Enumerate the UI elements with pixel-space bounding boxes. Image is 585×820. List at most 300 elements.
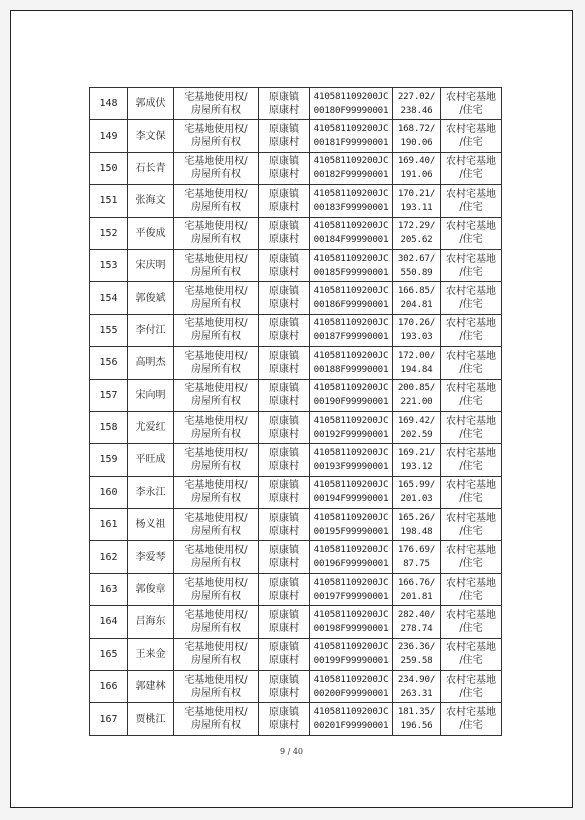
row-number-cell <box>90 217 128 249</box>
right-type-text: 房屋所有权 <box>191 655 241 667</box>
area-value-cell <box>393 347 441 379</box>
location-text: 原康镇 <box>269 480 299 492</box>
land-use-cell <box>441 606 502 638</box>
parcel-code-cell <box>310 638 393 670</box>
table-row <box>90 476 502 508</box>
right-type-text: 宅基地使用权/ <box>184 577 248 589</box>
right-type-text: 宅基地使用权/ <box>184 512 248 524</box>
area-value-cell <box>393 606 441 638</box>
area-value-text: 198.48 <box>400 525 433 537</box>
area-value-text: 165.26/ <box>397 511 436 523</box>
area-value-cell <box>393 88 441 120</box>
area-value-cell <box>393 476 441 508</box>
land-use-text: /住宅 <box>459 104 483 116</box>
owner-name-cell <box>128 314 174 346</box>
right-type-text: 房屋所有权 <box>191 104 241 116</box>
owner-name-cell <box>128 379 174 411</box>
area-value-text: 204.81 <box>400 299 433 311</box>
land-use-text: /住宅 <box>459 590 483 602</box>
parcel-code-text: 00195F99990001 <box>313 525 389 537</box>
right-type-text: 宅基地使用权/ <box>184 156 248 168</box>
page-number: 9 / 40 <box>279 747 304 756</box>
parcel-code-text: 410581109200JC <box>313 90 389 102</box>
area-value-cell <box>393 411 441 443</box>
land-use-cell <box>441 638 502 670</box>
parcel-code-text: 00187F99990001 <box>313 331 389 343</box>
parcel-code-text: 410581109200JC <box>313 187 389 199</box>
location-cell <box>259 379 310 411</box>
area-value-text: 169.42/ <box>397 414 436 426</box>
area-value-text: 234.90/ <box>397 673 436 685</box>
row-number-text: 153 <box>99 260 118 272</box>
parcel-code-text: 00181F99990001 <box>313 137 389 149</box>
location-text: 原康村 <box>269 234 299 246</box>
table-row <box>90 411 502 443</box>
location-text: 原康镇 <box>269 318 299 330</box>
area-value-text: 194.84 <box>400 363 433 375</box>
location-text: 原康镇 <box>269 350 299 362</box>
area-value-text: 170.26/ <box>397 317 436 329</box>
land-use-cell <box>441 541 502 573</box>
area-value-text: 176.69/ <box>397 544 436 556</box>
right-type-text: 宅基地使用权/ <box>184 91 248 103</box>
row-number-text: 162 <box>99 551 118 563</box>
location-text: 原康村 <box>269 428 299 440</box>
area-value-text: 169.40/ <box>397 155 436 167</box>
parcel-code-text: 410581109200JC <box>313 511 389 523</box>
owner-name-cell <box>128 509 174 541</box>
location-text: 原康村 <box>269 460 299 472</box>
owner-name-cell <box>128 444 174 476</box>
parcel-code-text: 410581109200JC <box>313 382 389 394</box>
owner-name-cell <box>128 671 174 703</box>
location-text: 原康村 <box>269 687 299 699</box>
row-number-cell <box>90 314 128 346</box>
parcel-code-text: 410581109200JC <box>313 446 389 458</box>
area-value-text: 263.31 <box>400 687 433 699</box>
parcel-code-text: 00184F99990001 <box>313 234 389 246</box>
table-row <box>90 249 502 281</box>
land-use-text: /住宅 <box>459 460 483 472</box>
table-row <box>90 88 502 120</box>
owner-name-text: 宋向明 <box>135 389 166 401</box>
location-text: 原康镇 <box>269 124 299 136</box>
parcel-code-cell <box>310 217 393 249</box>
area-value-text: 166.76/ <box>397 576 436 588</box>
area-value-text: 302.67/ <box>397 252 436 264</box>
row-number-text: 163 <box>99 584 118 596</box>
parcel-code-text: 410581109200JC <box>313 544 389 556</box>
location-text: 原康村 <box>269 493 299 505</box>
land-use-cell <box>441 347 502 379</box>
right-type-text: 房屋所有权 <box>191 558 241 570</box>
table-row <box>90 444 502 476</box>
row-number-text: 161 <box>99 519 118 531</box>
location-text: 原康村 <box>269 655 299 667</box>
land-use-text: 农村宅基地 <box>446 286 496 298</box>
land-use-text: 农村宅基地 <box>446 415 496 427</box>
area-value-text: 550.89 <box>400 266 433 278</box>
area-value-cell <box>393 509 441 541</box>
parcel-code-text: 410581109200JC <box>313 349 389 361</box>
right-type-cell <box>174 703 259 735</box>
location-cell <box>259 541 310 573</box>
owner-name-cell <box>128 541 174 573</box>
area-value-text: 193.12 <box>400 460 433 472</box>
location-cell <box>259 638 310 670</box>
owner-name-text: 张海文 <box>135 195 166 207</box>
parcel-code-text: 410581109200JC <box>313 641 389 653</box>
row-number-text: 158 <box>99 422 118 434</box>
owner-name-text: 李付江 <box>135 324 166 336</box>
area-value-text: 166.85/ <box>397 285 436 297</box>
owner-name-cell <box>128 185 174 217</box>
location-text: 原康镇 <box>269 383 299 395</box>
area-value-text: 169.21/ <box>397 446 436 458</box>
right-type-text: 宅基地使用权/ <box>184 415 248 427</box>
area-value-text: 201.81 <box>400 590 433 602</box>
table-row <box>90 541 502 573</box>
owner-name-cell <box>128 120 174 152</box>
parcel-code-text: 00180F99990001 <box>313 104 389 116</box>
location-text: 原康村 <box>269 720 299 732</box>
area-value-text: 236.36/ <box>397 641 436 653</box>
location-text: 原康村 <box>269 590 299 602</box>
right-type-cell <box>174 444 259 476</box>
area-value-cell <box>393 671 441 703</box>
location-text: 原康镇 <box>269 221 299 233</box>
row-number-text: 159 <box>99 454 118 466</box>
table-row <box>90 185 502 217</box>
area-value-text: 227.02/ <box>397 90 436 102</box>
location-text: 原康村 <box>269 622 299 634</box>
right-type-text: 宅基地使用权/ <box>184 188 248 200</box>
row-number-cell <box>90 152 128 184</box>
land-use-text: 农村宅基地 <box>446 545 496 557</box>
right-type-text: 房屋所有权 <box>191 493 241 505</box>
area-value-text: 191.06 <box>400 169 433 181</box>
land-use-text: 农村宅基地 <box>446 156 496 168</box>
land-use-cell <box>441 120 502 152</box>
owner-name-cell <box>128 638 174 670</box>
owner-name-cell <box>128 217 174 249</box>
parcel-code-text: 00198F99990001 <box>313 622 389 634</box>
right-type-text: 房屋所有权 <box>191 169 241 181</box>
land-use-text: 农村宅基地 <box>446 318 496 330</box>
area-value-cell <box>393 217 441 249</box>
location-text: 原康镇 <box>269 253 299 265</box>
land-use-text: 农村宅基地 <box>446 350 496 362</box>
land-use-text: /住宅 <box>459 299 483 311</box>
owner-name-text: 郭成伏 <box>135 98 166 110</box>
area-value-text: 196.56 <box>400 720 433 732</box>
row-number-text: 164 <box>99 616 118 628</box>
row-number-text: 160 <box>99 486 118 498</box>
owner-name-text: 李爱琴 <box>135 551 166 563</box>
right-type-text: 宅基地使用权/ <box>184 318 248 330</box>
right-type-text: 宅基地使用权/ <box>184 609 248 621</box>
land-use-text: 农村宅基地 <box>446 674 496 686</box>
row-number-cell <box>90 282 128 314</box>
row-number-text: 166 <box>99 681 118 693</box>
parcel-code-text: 410581109200JC <box>313 706 389 718</box>
location-text: 原康村 <box>269 169 299 181</box>
right-type-text: 房屋所有权 <box>191 428 241 440</box>
location-cell <box>259 152 310 184</box>
area-value-text: 170.21/ <box>397 187 436 199</box>
right-type-text: 宅基地使用权/ <box>184 545 248 557</box>
location-cell <box>259 411 310 443</box>
parcel-code-cell <box>310 671 393 703</box>
right-type-text: 宅基地使用权/ <box>184 674 248 686</box>
parcel-code-text: 00192F99990001 <box>313 428 389 440</box>
row-number-text: 152 <box>99 227 118 239</box>
land-use-text: /住宅 <box>459 493 483 505</box>
right-type-text: 房屋所有权 <box>191 396 241 408</box>
table-row <box>90 314 502 346</box>
owner-name-text: 石长青 <box>135 162 166 174</box>
right-type-text: 宅基地使用权/ <box>184 253 248 265</box>
land-use-text: 农村宅基地 <box>446 609 496 621</box>
right-type-text: 宅基地使用权/ <box>184 286 248 298</box>
parcel-code-text: 00201F99990001 <box>313 720 389 732</box>
row-number-cell <box>90 120 128 152</box>
area-value-text: 202.59 <box>400 428 433 440</box>
land-use-cell <box>441 671 502 703</box>
right-type-text: 房屋所有权 <box>191 331 241 343</box>
row-number-text: 165 <box>99 648 118 660</box>
owner-name-cell <box>128 606 174 638</box>
row-number-cell <box>90 541 128 573</box>
parcel-code-text: 00197F99990001 <box>313 590 389 602</box>
right-type-cell <box>174 347 259 379</box>
parcel-code-text: 00188F99990001 <box>313 363 389 375</box>
parcel-code-text: 410581109200JC <box>313 317 389 329</box>
owner-name-text: 宋庆明 <box>135 260 166 272</box>
area-value-text: 181.35/ <box>397 706 436 718</box>
row-number-cell <box>90 606 128 638</box>
land-use-text: /住宅 <box>459 396 483 408</box>
location-text: 原康村 <box>269 363 299 375</box>
land-use-cell <box>441 249 502 281</box>
location-cell <box>259 347 310 379</box>
right-type-text: 房屋所有权 <box>191 460 241 472</box>
location-cell <box>259 120 310 152</box>
parcel-code-text: 410581109200JC <box>313 285 389 297</box>
row-number-cell <box>90 638 128 670</box>
right-type-cell <box>174 185 259 217</box>
row-number-cell <box>90 249 128 281</box>
right-type-text: 房屋所有权 <box>191 299 241 311</box>
parcel-code-text: 00200F99990001 <box>313 687 389 699</box>
land-use-text: /住宅 <box>459 266 483 278</box>
location-cell <box>259 509 310 541</box>
location-text: 原康镇 <box>269 91 299 103</box>
row-number-text: 154 <box>99 292 118 304</box>
location-text: 原康镇 <box>269 415 299 427</box>
right-type-text: 房屋所有权 <box>191 234 241 246</box>
table-row <box>90 217 502 249</box>
location-text: 原康村 <box>269 396 299 408</box>
right-type-text: 房屋所有权 <box>191 201 241 213</box>
parcel-code-cell <box>310 541 393 573</box>
parcel-code-text: 410581109200JC <box>313 479 389 491</box>
owner-name-cell <box>128 249 174 281</box>
table-row <box>90 379 502 411</box>
land-use-cell <box>441 185 502 217</box>
parcel-code-text: 410581109200JC <box>313 673 389 685</box>
owner-name-text: 吕海东 <box>135 616 166 628</box>
location-cell <box>259 249 310 281</box>
right-type-text: 房屋所有权 <box>191 525 241 537</box>
land-use-text: /住宅 <box>459 137 483 149</box>
owner-name-text: 平旺成 <box>135 454 166 466</box>
area-value-cell <box>393 638 441 670</box>
owner-name-text: 李永江 <box>135 486 166 498</box>
right-type-text: 宅基地使用权/ <box>184 707 248 719</box>
right-type-text: 房屋所有权 <box>191 687 241 699</box>
parcel-code-cell <box>310 185 393 217</box>
area-value-cell <box>393 314 441 346</box>
land-use-cell <box>441 476 502 508</box>
land-use-text: /住宅 <box>459 234 483 246</box>
owner-name-text: 平俊成 <box>135 227 166 239</box>
right-type-text: 宅基地使用权/ <box>184 383 248 395</box>
land-use-cell <box>441 379 502 411</box>
location-text: 原康村 <box>269 558 299 570</box>
right-type-text: 房屋所有权 <box>191 137 241 149</box>
document-page <box>10 10 573 808</box>
location-text: 原康村 <box>269 266 299 278</box>
right-type-cell <box>174 120 259 152</box>
parcel-code-cell <box>310 476 393 508</box>
right-type-cell <box>174 88 259 120</box>
area-value-text: 168.72/ <box>397 123 436 135</box>
area-value-text: 193.11 <box>400 201 433 213</box>
right-type-cell <box>174 379 259 411</box>
land-use-text: 农村宅基地 <box>446 383 496 395</box>
area-value-text: 201.03 <box>400 493 433 505</box>
area-value-cell <box>393 282 441 314</box>
owner-name-text: 高明杰 <box>135 357 166 369</box>
row-number-text: 155 <box>99 324 118 336</box>
parcel-code-cell <box>310 411 393 443</box>
location-text: 原康村 <box>269 137 299 149</box>
owner-name-text: 郭俊斌 <box>135 292 166 304</box>
area-value-text: 238.46 <box>400 104 433 116</box>
right-type-text: 房屋所有权 <box>191 266 241 278</box>
owner-name-cell <box>128 476 174 508</box>
area-value-text: 200.85/ <box>397 382 436 394</box>
table-row <box>90 606 502 638</box>
location-text: 原康村 <box>269 299 299 311</box>
right-type-text: 房屋所有权 <box>191 622 241 634</box>
area-value-text: 87.75 <box>403 558 430 570</box>
land-use-text: /住宅 <box>459 331 483 343</box>
right-type-cell <box>174 282 259 314</box>
area-value-text: 165.99/ <box>397 479 436 491</box>
right-type-cell <box>174 314 259 346</box>
land-use-text: /住宅 <box>459 687 483 699</box>
right-type-text: 宅基地使用权/ <box>184 350 248 362</box>
owner-name-text: 贾桃江 <box>135 713 166 725</box>
row-number-cell <box>90 703 128 735</box>
table-row <box>90 573 502 605</box>
parcel-code-text: 410581109200JC <box>313 252 389 264</box>
land-use-text: /住宅 <box>459 363 483 375</box>
row-number-cell <box>90 88 128 120</box>
right-type-cell <box>174 411 259 443</box>
land-use-text: 农村宅基地 <box>446 512 496 524</box>
land-use-text: 农村宅基地 <box>446 642 496 654</box>
land-use-text: 农村宅基地 <box>446 577 496 589</box>
land-use-text: /住宅 <box>459 655 483 667</box>
land-use-text: 农村宅基地 <box>446 91 496 103</box>
location-text: 原康镇 <box>269 188 299 200</box>
parcel-code-text: 410581109200JC <box>313 576 389 588</box>
area-value-text: 282.40/ <box>397 608 436 620</box>
location-text: 原康镇 <box>269 447 299 459</box>
owner-name-cell <box>128 703 174 735</box>
location-cell <box>259 671 310 703</box>
location-text: 原康镇 <box>269 577 299 589</box>
location-cell <box>259 217 310 249</box>
land-use-text: 农村宅基地 <box>446 221 496 233</box>
location-cell <box>259 476 310 508</box>
location-text: 原康村 <box>269 104 299 116</box>
area-value-cell <box>393 249 441 281</box>
owner-name-text: 郭俊章 <box>135 584 166 596</box>
parcel-code-cell <box>310 509 393 541</box>
owner-name-cell <box>128 152 174 184</box>
parcel-code-cell <box>310 152 393 184</box>
row-number-cell <box>90 379 128 411</box>
parcel-code-text: 00194F99990001 <box>313 493 389 505</box>
right-type-cell <box>174 152 259 184</box>
table-body <box>90 88 502 736</box>
right-type-text: 房屋所有权 <box>191 590 241 602</box>
owner-name-cell <box>128 411 174 443</box>
land-use-text: 农村宅基地 <box>446 480 496 492</box>
parcel-code-text: 00190F99990001 <box>313 396 389 408</box>
location-text: 原康镇 <box>269 609 299 621</box>
table-row <box>90 703 502 735</box>
row-number-text: 167 <box>99 713 118 725</box>
parcel-code-cell <box>310 88 393 120</box>
parcel-code-cell <box>310 347 393 379</box>
area-value-cell <box>393 185 441 217</box>
parcel-code-cell <box>310 314 393 346</box>
parcel-code-text: 00185F99990001 <box>313 266 389 278</box>
land-use-text: 农村宅基地 <box>446 188 496 200</box>
area-value-cell <box>393 379 441 411</box>
location-cell <box>259 606 310 638</box>
owner-name-text: 尤爱红 <box>135 422 166 434</box>
parcel-code-cell <box>310 444 393 476</box>
row-number-text: 149 <box>99 130 118 142</box>
right-type-cell <box>174 249 259 281</box>
location-text: 原康镇 <box>269 512 299 524</box>
location-text: 原康镇 <box>269 707 299 719</box>
land-use-cell <box>441 217 502 249</box>
area-value-cell <box>393 703 441 735</box>
parcel-code-text: 410581109200JC <box>313 123 389 135</box>
area-value-text: 205.62 <box>400 234 433 246</box>
location-cell <box>259 703 310 735</box>
parcel-code-text: 410581109200JC <box>313 155 389 167</box>
area-value-text: 190.06 <box>400 137 433 149</box>
location-cell <box>259 314 310 346</box>
